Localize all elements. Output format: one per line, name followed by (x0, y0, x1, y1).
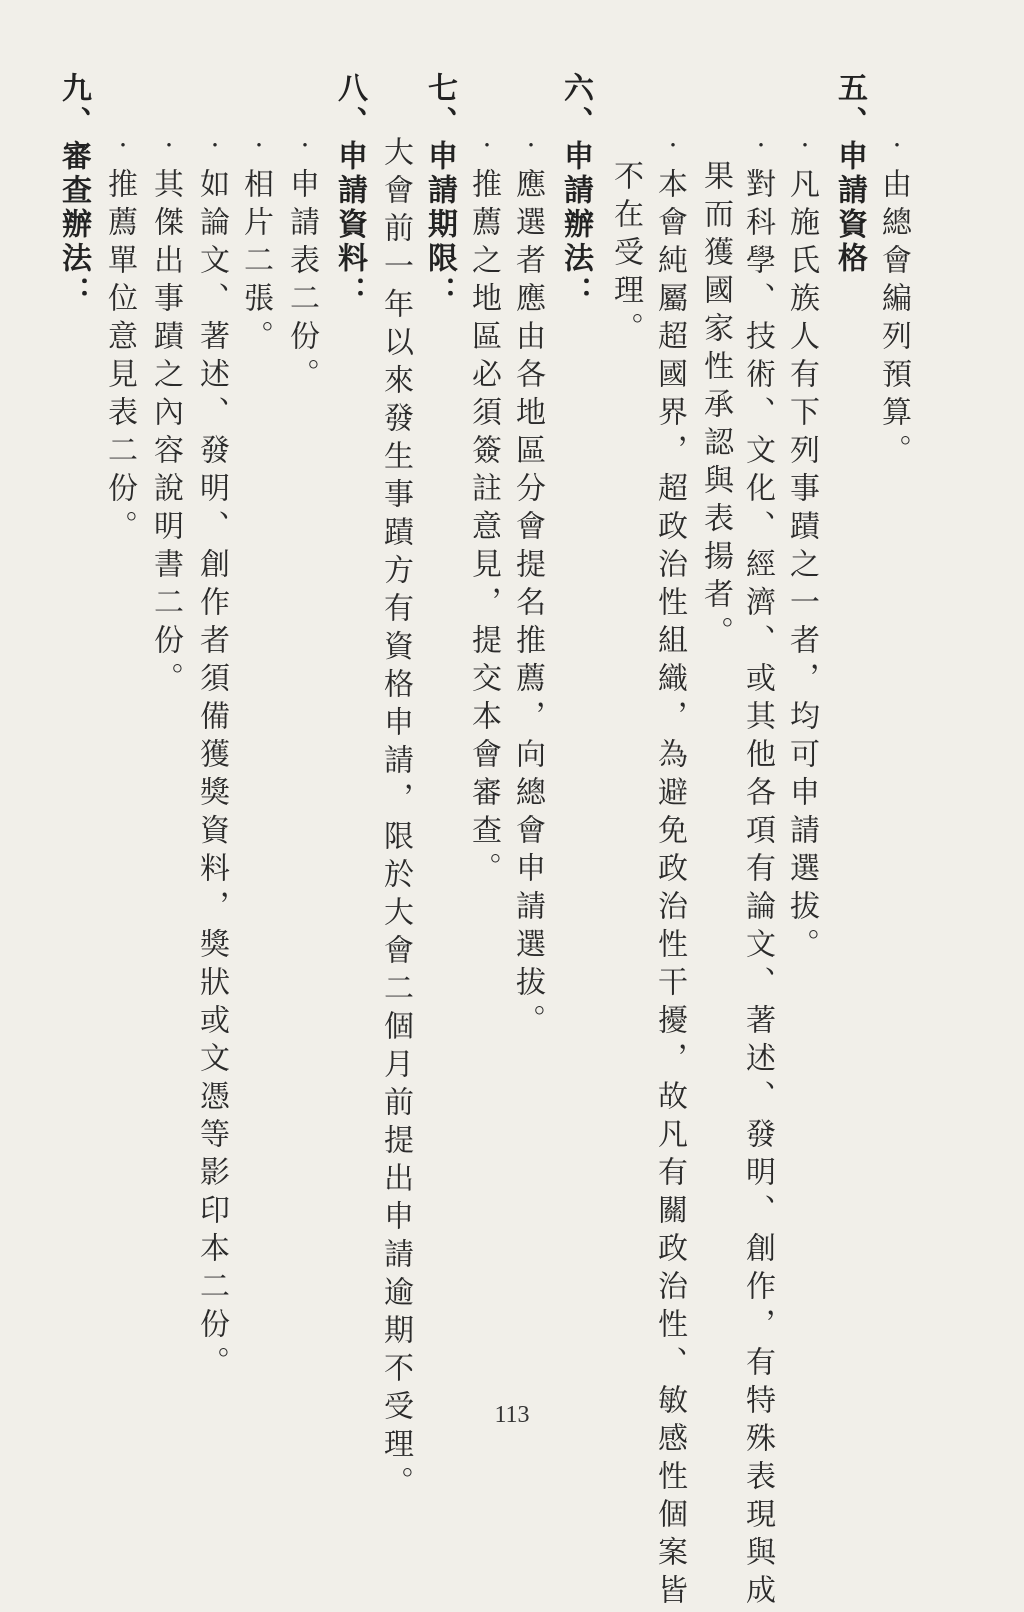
section-five-item-1: ‧凡施氏族人有下列事蹟之一者，均可申請選拔。 (784, 130, 819, 966)
budget-item: ‧由總會編列預算。 (876, 130, 911, 472)
section-seven-item-1: 大會前一年以來發生事蹟方有資格申請，限於大會二個月前提出申請逾期不受理。 (378, 136, 413, 1504)
section-eight-item-3: ‧如論文、著述、發明、創作者須備獲獎資料，獎狀或文憑等影印本二份。 (194, 130, 229, 1384)
page-number: 113 (494, 1402, 530, 1428)
section-seven-heading: 七、申請期限： (422, 72, 457, 310)
section-six-item-1: ‧應選者應由各地區分會提名推薦，向總會申請選拔。 (510, 130, 545, 1042)
section-five-item-2: ‧對科學、技術、文化、經濟、或其他各項有論文、著述、發明、創作，有特殊表現與成 (740, 130, 775, 1612)
section-eight-item-4: ‧其傑出事蹟之內容說明書二份。 (148, 130, 183, 700)
section-nine-heading: 九、審查辦法： (56, 72, 91, 310)
section-six-item-2: ‧推薦之地區必須簽註意見，提交本會審查。 (466, 130, 501, 890)
section-five-item-2-cont: 果而獲國家性承認與表揚者。 (698, 160, 733, 654)
section-five-item-3-cont: 不在受理。 (608, 160, 643, 350)
section-eight-heading: 八、申請資料： (332, 72, 367, 310)
section-eight-item-5: ‧推薦單位意見表二份。 (102, 130, 137, 548)
section-six-heading: 六、申請辦法： (558, 72, 593, 310)
section-eight-item-1: ‧申請表二份。 (284, 130, 319, 396)
section-five-item-3: ‧本會純屬超國界，超政治性組織，為避免政治性干擾，故凡有關政治性、敏感性個案皆 (652, 130, 687, 1612)
section-eight-item-2: ‧相片二張。 (238, 130, 273, 358)
section-five-heading: 五、申請資格 (832, 72, 867, 276)
